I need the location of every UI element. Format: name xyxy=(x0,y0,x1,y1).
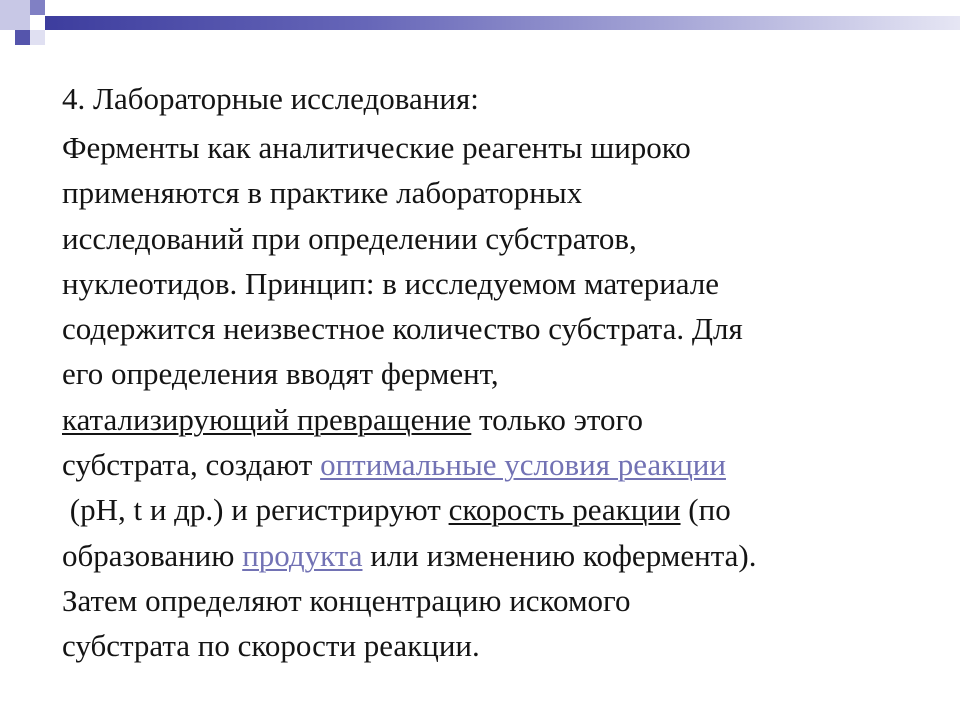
text-run: Ферменты как аналитические реагенты широко xyxy=(62,130,691,165)
hyperlink[interactable]: продукта xyxy=(242,537,363,573)
paragraph-line xyxy=(62,397,932,442)
paragraph-line xyxy=(62,442,932,487)
paragraph-line xyxy=(62,351,932,396)
text-run: (pH, t и др.) и регистрируют xyxy=(62,492,449,528)
paragraph-line xyxy=(62,487,932,532)
decor-square-light xyxy=(30,30,45,45)
text-run: нуклеотидов. Принцип: в исследуемом материале xyxy=(62,265,720,301)
paragraph-line xyxy=(62,125,932,170)
hyperlink[interactable]: оптимальные условия реакции xyxy=(320,447,726,483)
slide-heading: 4. Лабораторные исследования: xyxy=(62,81,479,116)
text-run: субстрата, создают xyxy=(62,447,321,483)
paragraph-line xyxy=(62,216,932,261)
text-run: его определения вводят фермент, xyxy=(62,356,499,392)
text-run: или изменению кофермента). xyxy=(362,537,757,573)
text-run: только этого xyxy=(471,401,643,437)
underlined-term: катализирующий превращение xyxy=(62,401,472,437)
header-gradient-bar xyxy=(45,16,960,30)
decor-square-mid xyxy=(15,30,30,45)
paragraph-line xyxy=(62,170,932,215)
paragraph-line xyxy=(62,306,932,351)
text-run: Затем определяют концентрацию искомого xyxy=(62,582,631,618)
text-run: исследований при определении субстратов, xyxy=(62,220,637,256)
underlined-term: скорость реакции xyxy=(448,492,681,528)
slide-paragraph xyxy=(62,125,932,669)
text-run: субстрата по скорости реакции. xyxy=(62,628,480,664)
decor-square-large xyxy=(0,0,30,30)
paragraph-line xyxy=(62,623,932,668)
paragraph-line xyxy=(62,578,932,623)
text-run: применяются в практике лабораторных xyxy=(62,175,583,211)
decor-square-small xyxy=(30,0,45,15)
text-run: содержится неизвестное количество субстрата. Для xyxy=(62,311,743,347)
paragraph-line xyxy=(62,261,932,306)
slide-body xyxy=(62,76,932,669)
text-run: (по xyxy=(680,492,731,528)
text-run: образованию xyxy=(62,537,243,573)
paragraph-line xyxy=(62,533,932,578)
